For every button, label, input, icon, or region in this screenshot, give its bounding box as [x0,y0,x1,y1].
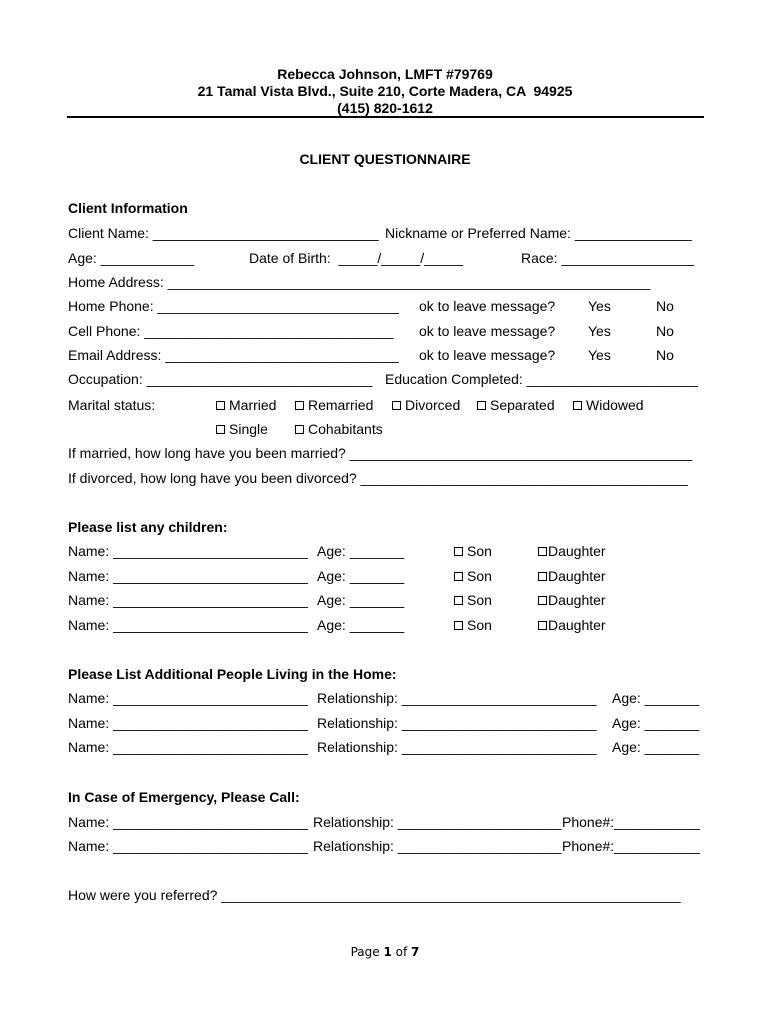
age-field[interactable]: Age: ____________ [68,250,195,266]
emergency-phone-field[interactable]: Phone#:___________ [562,814,700,830]
divorced-duration-field[interactable]: If divorced, how long have you been divorced? __________________________________________ [68,470,688,486]
person-name-field[interactable]: Name: _________________________ [68,715,308,731]
additional-people-heading: Please List Additional People Living in the Home: [68,666,397,682]
emergency-name-field[interactable]: Name: _________________________ [68,838,308,854]
widowed-checkbox[interactable]: Widowed [573,397,644,413]
person-age-field[interactable]: Age: _______ [612,739,700,755]
person-name-field[interactable]: Name: _________________________ [68,739,308,755]
home-phone-field[interactable]: Home Phone: _______________________________ [68,298,399,314]
daughter-checkbox[interactable]: Daughter [538,617,606,633]
emergency-relationship-field[interactable]: Relationship: _____________________ [313,814,562,830]
home-phone-yes[interactable]: Yes [588,298,611,314]
therapist-name: Rebecca Johnson, LMFT #79769 [277,66,493,82]
cell-phone-yes[interactable]: Yes [588,323,611,339]
checkbox-icon [392,401,401,410]
race-field[interactable]: Race: _________________ [521,250,694,266]
email-yes[interactable]: Yes [588,347,611,363]
checkbox-icon [538,547,547,556]
page-total: 7 [411,945,420,959]
emergency-phone-field[interactable]: Phone#:___________ [562,838,700,854]
child-age-field[interactable]: Age: _______ [317,543,405,559]
marital-status-label: Marital status: [68,397,156,413]
client-name-field[interactable]: Client Name: _____________________________ [68,225,379,241]
checkbox-icon [295,401,304,410]
page-number: 1 [383,945,392,959]
person-relationship-field[interactable]: Relationship: _________________________ [317,690,597,706]
daughter-checkbox[interactable]: Daughter [538,568,606,584]
children-heading: Please list any children: [68,519,228,535]
cell-phone-field[interactable]: Cell Phone: ________________________________ [68,323,394,339]
ok-message-label: ok to leave message? [419,347,556,363]
child-name-field[interactable]: Name: _________________________ [68,568,308,584]
referral-field[interactable]: How were you referred? ___________________________________________________________ [68,887,681,903]
single-checkbox[interactable]: Single [216,421,268,437]
remarried-checkbox[interactable]: Remarried [295,397,373,413]
cohabitants-checkbox[interactable]: Cohabitants [295,421,383,437]
checkbox-icon [454,621,463,630]
married-checkbox[interactable]: Married [216,397,276,413]
person-relationship-field[interactable]: Relationship: _________________________ [317,715,597,731]
child-name-field[interactable]: Name: _________________________ [68,543,308,559]
ok-message-label: ok to leave message? [419,298,556,314]
header-rule [67,116,704,118]
divorced-checkbox[interactable]: Divorced [392,397,460,413]
checkbox-icon [538,572,547,581]
person-age-field[interactable]: Age: _______ [612,715,700,731]
child-name-field[interactable]: Name: _________________________ [68,617,308,633]
child-age-field[interactable]: Age: _______ [317,592,405,608]
cell-phone-no[interactable]: No [656,323,674,339]
child-age-field[interactable]: Age: _______ [317,568,405,584]
checkbox-icon [295,425,304,434]
checkbox-icon [538,596,547,605]
dob-field[interactable]: Date of Birth: _____/_____/_____ [249,250,464,266]
nickname-field[interactable]: Nickname or Preferred Name: _______________ [385,225,692,241]
daughter-checkbox[interactable]: Daughter [538,543,606,559]
page-title: CLIENT QUESTIONNAIRE [299,151,471,167]
checkbox-icon [454,572,463,581]
occupation-field[interactable]: Occupation: _____________________________ [68,371,373,387]
person-age-field[interactable]: Age: _______ [612,690,700,706]
daughter-checkbox[interactable]: Daughter [538,592,606,608]
person-name-field[interactable]: Name: _________________________ [68,690,308,706]
separated-checkbox[interactable]: Separated [477,397,555,413]
email-no[interactable]: No [656,347,674,363]
checkbox-icon [454,547,463,556]
checkbox-icon [538,621,547,630]
checkbox-icon [216,401,225,410]
son-checkbox[interactable]: Son [454,617,492,633]
emergency-relationship-field[interactable]: Relationship: _____________________ [313,838,562,854]
education-field[interactable]: Education Completed: ______________________ [385,371,698,387]
emergency-heading: In Case of Emergency, Please Call: [68,789,300,805]
checkbox-icon [454,596,463,605]
home-address-field[interactable]: Home Address: ______________________________________________________________ [68,274,651,290]
emergency-name-field[interactable]: Name: _________________________ [68,814,308,830]
married-duration-field[interactable]: If married, how long have you been married? ____________________________________________ [68,445,693,461]
child-age-field[interactable]: Age: _______ [317,617,405,633]
son-checkbox[interactable]: Son [454,543,492,559]
son-checkbox[interactable]: Son [454,568,492,584]
page-footer: Page 1 of 7 [350,945,420,959]
home-phone-no[interactable]: No [656,298,674,314]
checkbox-icon [573,401,582,410]
email-field[interactable]: Email Address: ______________________________ [68,347,399,363]
therapist-address: 21 Tamal Vista Blvd., Suite 210, Corte Madera, CA 94925 [197,83,573,99]
checkbox-icon [477,401,486,410]
ok-message-label: ok to leave message? [419,323,556,339]
person-relationship-field[interactable]: Relationship: _________________________ [317,739,597,755]
son-checkbox[interactable]: Son [454,592,492,608]
client-info-heading: Client Information [68,200,188,216]
therapist-phone: (415) 820-1612 [337,100,433,116]
checkbox-icon [216,425,225,434]
child-name-field[interactable]: Name: _________________________ [68,592,308,608]
